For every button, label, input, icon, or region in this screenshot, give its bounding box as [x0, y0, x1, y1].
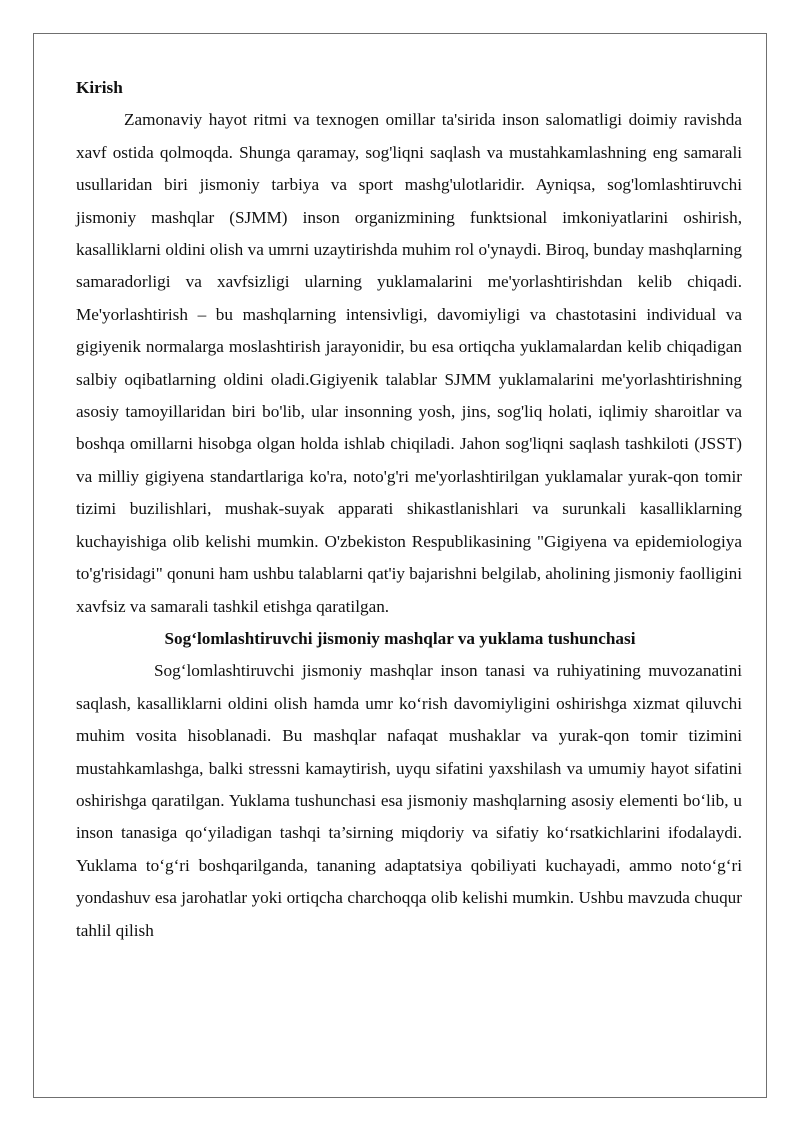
intro-paragraph: Zamonaviy hayot ritmi va texnogen omillar ta'sirida inson salomatligi doimiy ravishda xavf ostida qolmoqda. Shunga qaramay, sog'liqni saqlash va mustahkamlashning eng samarali usullaridan biri jismoniy tarbiya va sport mashg'ulotlaridir. Ayniqsa, sog'lomlashtiruvchi jismoniy mashqlar (SJMM) inson organizmining funktsional imkoniyatlarini oshirish, kasalliklarni oldini olish va umrni uzaytirishda muhim rol o'ynaydi. Biroq, bunday mashqlarning samaradorligi va xavfsizligi ularning yuklamalarini me'yorlashtirishdan kelib chiqadi. Me'yorlashtirish – bu mashqlarning intensivligi, davomiyligi va chastotasini individual va gigiyenik normalarga moslashtirish jarayonidir, bu esa ortiqcha yuklamalardan kelib chiqadigan salbiy oqibatlarning oldini oladi.Gigiyenik talablar SJMM yuklamalarini me'yorlashtirishning asosiy tamoyillaridan biri bo'lib, ular insonning yosh, jins, sog'liq holati, iqlimiy sharoitlar va boshqa omillarni hisobga olgan holda ishlab chiqiladi. Jahon sog'liqni saqlash tashkiloti (JSST) va milliy gigiyena standartlariga ko'ra, noto'g'ri me'yorlashtirilgan yuklamalar yurak-qon tomir tizimi buzilishlari, mushak-suyak apparati shikastlanishlari va surunkali kasalliklarning kuchayishiga olib kelishi mumkin. O'zbekiston Respublikasining "Gigiyena va epidemiologiya to'g'risidagi" qonuni ham ushbu talablarni qat'iy bajarishni belgilab, aholining jismoniy faolligini xavfsiz va samarali tashkil etishga qaratilgan.: [76, 110, 742, 616]
section-heading: Sog‘lomlashtiruvchi jismoniy mashqlar va yuklama tushunchasi: [164, 628, 636, 648]
intro-heading: Kirish: [76, 78, 123, 97]
document-body: [76, 72, 742, 947]
section-paragraph: Sog‘lomlashtiruvchi jismoniy mashqlar inson tanasi va ruhiyatining muvozanatini saqlash, kasalliklarni oldini olish hamda umr ko‘rish davomiyligini oshirishga xizmat qiluvchi muhim vosita hisoblanadi. Bu mashqlar nafaqat mushaklar va yurak-qon tomir tizimini mustahkamlashga, balki stressni kamaytirish, uyqu sifatini yaxshilash va umumiy hayot sifatini oshirishga qaratilgan. Yuklama tushunchasi esa jismoniy mashqlarning asosiy elementi bo‘lib, u inson tanasiga qo‘yiladigan tashqi ta’sirning miqdoriy va sifatiy ko‘rsatkichlarini ifodalaydi. Yuklama to‘g‘ri boshqarilganda, tananing adaptatsiya qobiliyati kuchayadi, ammo noto‘g‘ri yondashuv esa jarohatlar yoki ortiqcha charchoqqa olib kelishi mumkin. Ushbu mavzuda chuqur tahlil qilish: [76, 661, 742, 940]
